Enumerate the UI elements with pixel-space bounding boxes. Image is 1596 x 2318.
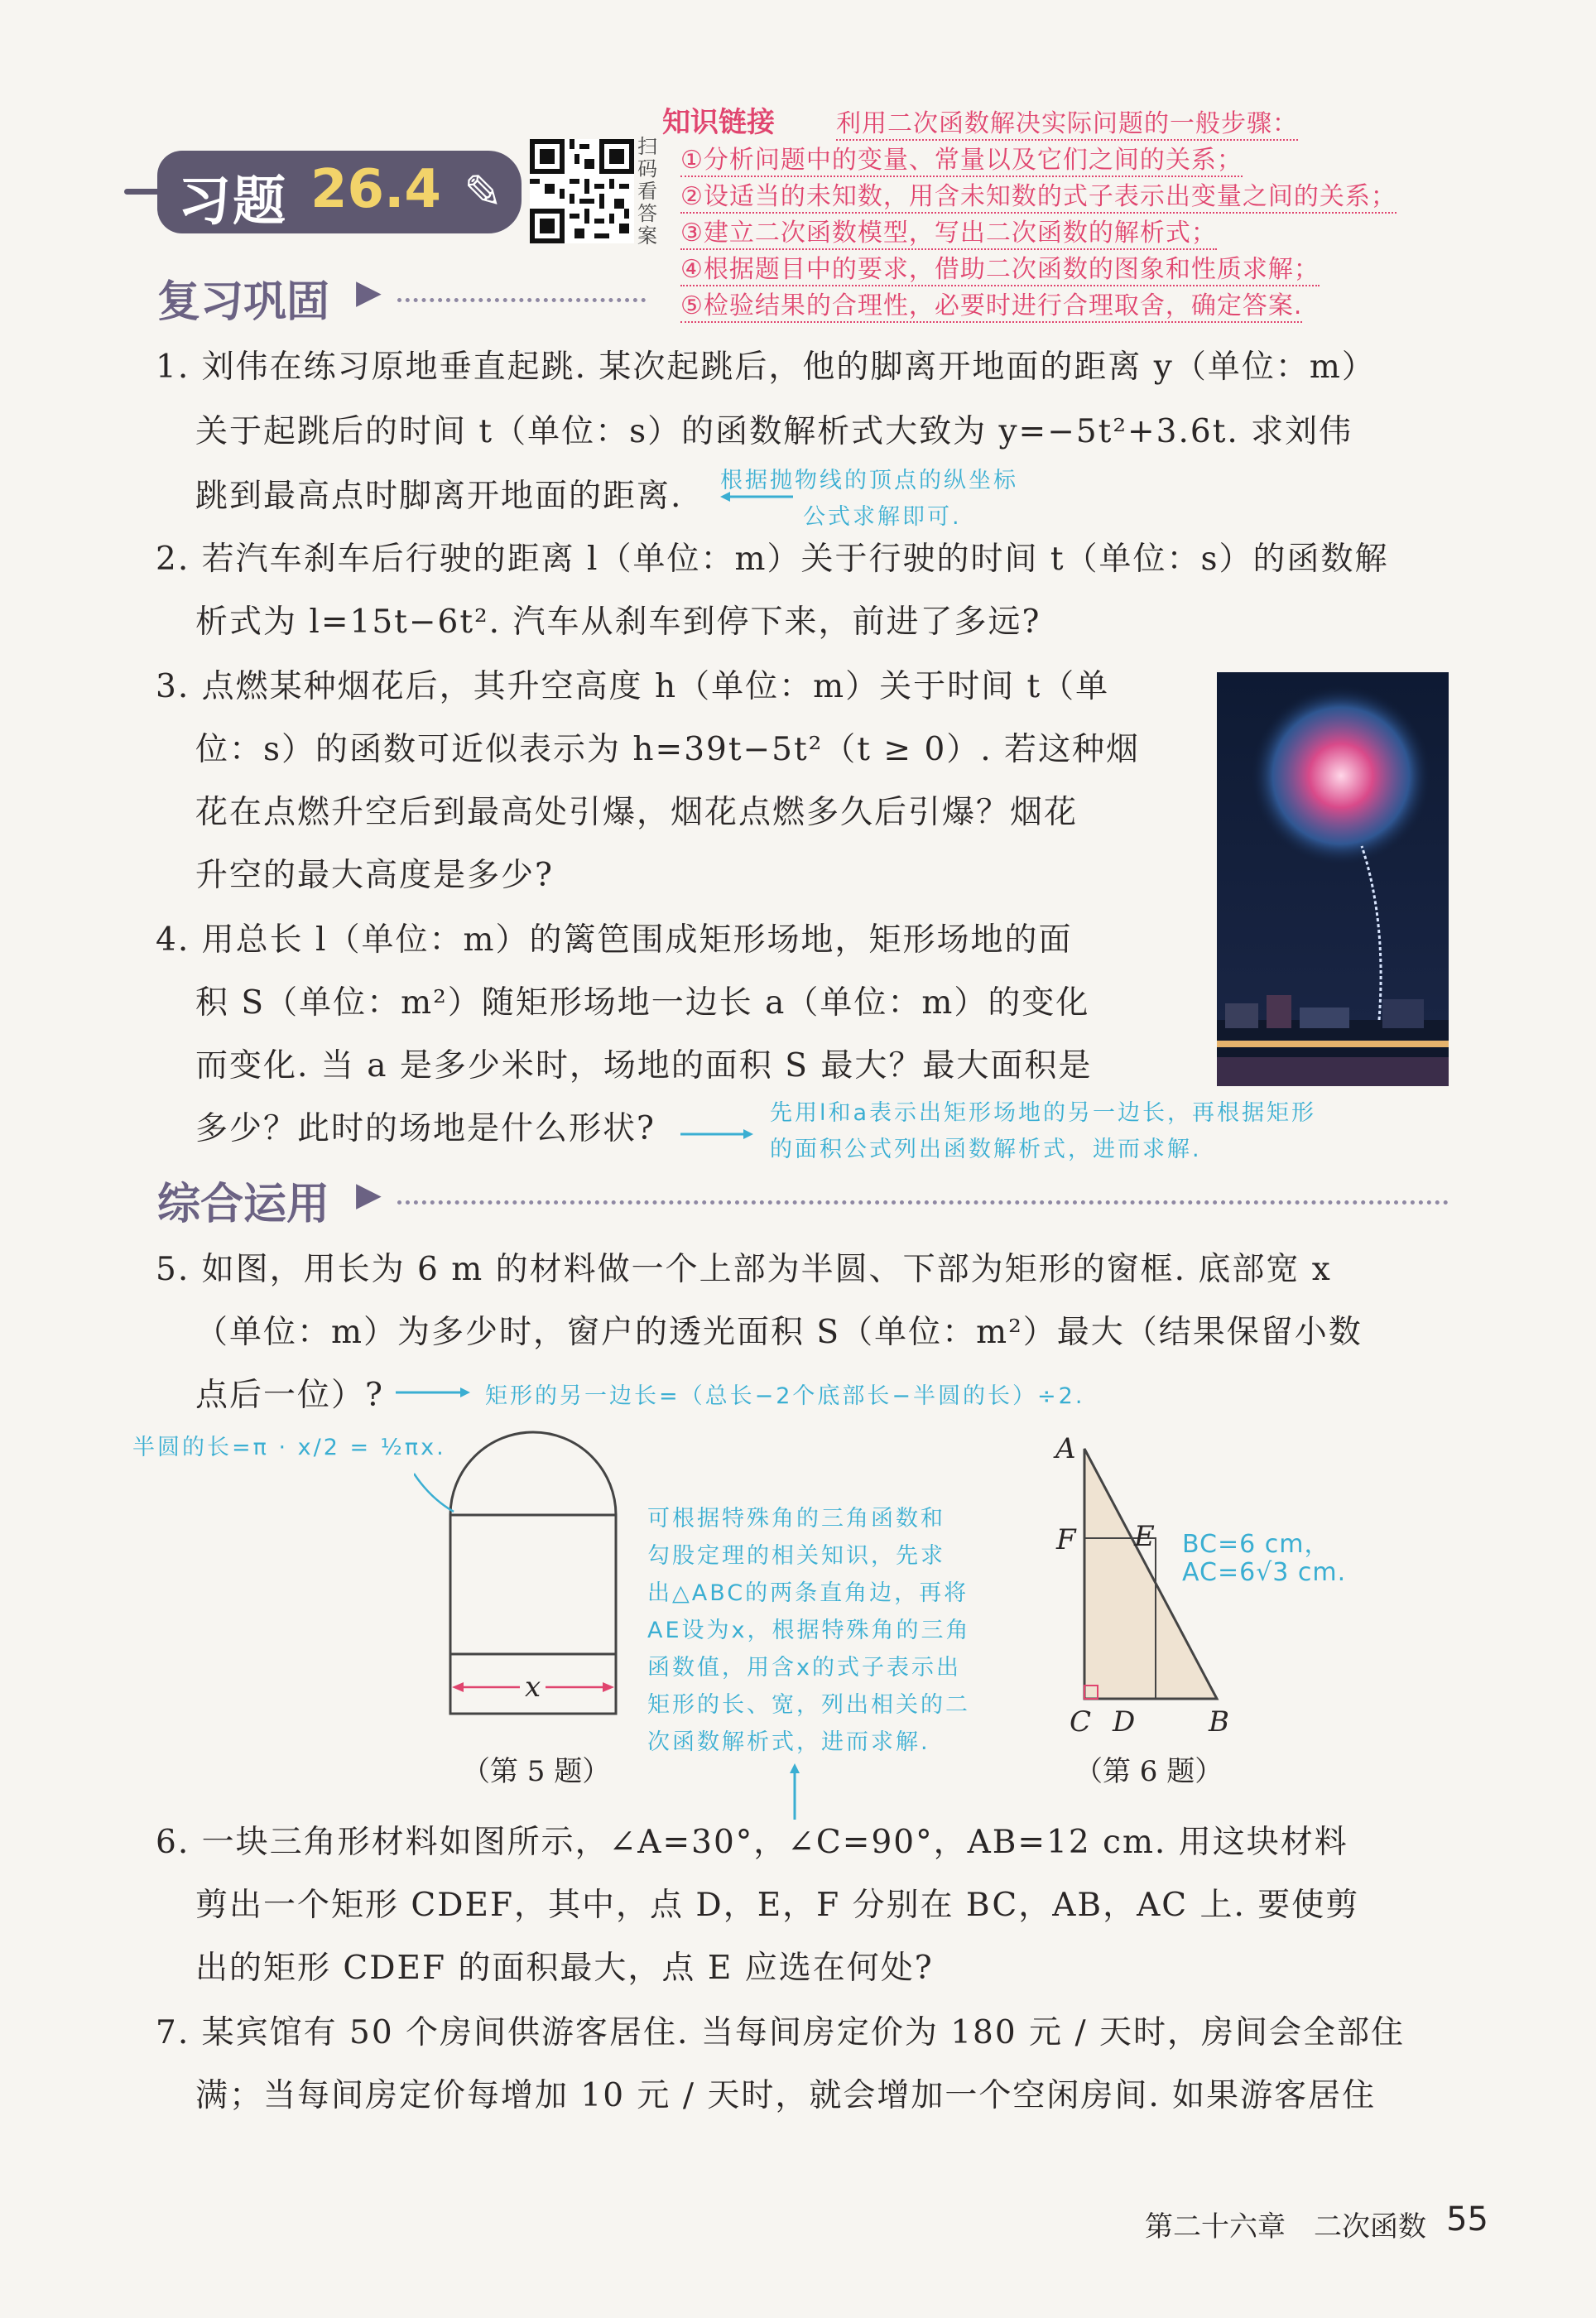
problem-5-hint: 矩形的另一边长=（总长−2个底部长−半圆的长）÷2. (485, 1383, 1085, 1409)
play-arrow-icon: ▶ (356, 1176, 382, 1214)
section-comprehensive-heading: 综合运用 (157, 1180, 330, 1229)
point-A-label: A (1055, 1432, 1076, 1465)
problem-1-hint: 公式求解即可. (803, 504, 962, 530)
problem-6-line: 6. 一块三角形材料如图所示，∠A=30°，∠C=90°，AB=12 cm. 用这块材料 (156, 1824, 1348, 1861)
semicircle-hint: 半圆的长=π · x/2 = ½πx. (132, 1435, 446, 1460)
hint-arrow-icon (786, 1763, 803, 1821)
problem-5-line: 5. 如图，用长为 6 m 的材料做一个上部为半圆、下部为矩形的窗框. 底部宽 x (156, 1251, 1332, 1288)
point-F-label: F (1056, 1523, 1076, 1556)
problem-6-hint: 函数值，用含x的式子表示出 (647, 1655, 961, 1681)
page-number: 55 (1446, 2200, 1488, 2239)
knowledge-link-line: 利用二次函数解决实际问题的一般步骤： (836, 103, 1298, 141)
problem-4-line: 4. 用总长 l（单位：m）的篱笆围成矩形场地，矩形场地的面 (156, 921, 1073, 959)
chapter-footer: 第二十六章 二次函数 (1145, 2210, 1426, 2243)
problem-7-line: 7. 某宾馆有 50 个房间供游客居住. 当每间房定价为 180 元 / 天时，房间会全部住 (156, 2014, 1405, 2051)
knowledge-link-line: ⑤检验结果的合理性，必要时进行合理取舍，确定答案. (680, 285, 1302, 323)
qr-code-icon[interactable] (530, 139, 634, 243)
problem-6-hint: 出△ABC的两条直角边，再将 (647, 1580, 969, 1606)
knowledge-link-line: ③建立二次函数模型，写出二次函数的解析式； (680, 212, 1217, 250)
problem-3-line: 位：s）的函数可近似表示为 h=39t−5t²（t ≥ 0）. 若这种烟 (195, 731, 1141, 768)
problem-2-line: 析式为 l=15t−6t². 汽车从刹车到停下来，前进了多远? (195, 604, 1041, 641)
problem-1-line: 跳到最高点时脚离开地面的距离. (195, 478, 683, 515)
knowledge-link-line: ①分析问题中的变量、常量以及它们之间的关系； (680, 139, 1243, 177)
exercise-number: 26.4 (310, 159, 441, 220)
knowledge-link-line: ④根据题目中的要求，借助二次函数的图象和性质求解； (680, 248, 1320, 286)
figure-5-caption: （第 5 题） (462, 1755, 611, 1788)
section-review-heading: 复习巩固 (157, 277, 330, 327)
problem-6-line: 剪出一个矩形 CDEF，其中，点 D，E，F 分别在 BC，AB，AC 上. 要使剪 (195, 1887, 1360, 1924)
section-divider (397, 1200, 1449, 1205)
knowledge-link-line: ②设适当的未知数，用含未知数的式子表示出变量之间的关系； (680, 176, 1396, 214)
problem-4-line: 积 S（单位：m²）随矩形场地一边长 a（单位：m）的变化 (195, 984, 1090, 1022)
problem-6-hint: 可根据特殊角的三角函数和 (647, 1506, 945, 1532)
exercise-title: 习题 (178, 171, 287, 233)
fireworks-photo (1217, 672, 1449, 1086)
hint-arrow-icon (396, 1384, 470, 1401)
problem-6-hint: AE设为x，根据特殊角的三角 (647, 1618, 971, 1643)
problem-4-hint: 的面积公式列出函数解析式，进而求解. (770, 1137, 1202, 1162)
point-B-label: B (1209, 1705, 1229, 1738)
problem-5-line: 点后一位）? (195, 1377, 384, 1414)
problem-6-given: BC=6 cm， (1182, 1530, 1330, 1559)
problem-3-line: 3. 点燃某种烟花后，其升空高度 h（单位：m）关于时间 t（单 (156, 668, 1110, 705)
problem-4-line: 多少？此时的场地是什么形状? (195, 1110, 656, 1147)
problem-6-hint: 勾股定理的相关知识，先求 (647, 1543, 945, 1569)
play-arrow-icon: ▶ (356, 273, 382, 311)
hint-arrow-icon (680, 1126, 753, 1142)
problem-4-line: 而变化. 当 a 是多少米时，场地的面积 S 最大？最大面积是 (195, 1047, 1093, 1084)
point-D-label: D (1113, 1705, 1136, 1738)
knowledge-link-tag: 知识链接 (662, 106, 775, 139)
point-C-label: C (1070, 1705, 1092, 1738)
figure-6-caption: （第 6 题） (1074, 1755, 1223, 1788)
problem-1-line: 关于起跳后的时间 t（单位：s）的函数解析式大致为 y=−5t²+3.6t. 求刘伟 (195, 413, 1353, 450)
problem-7-line: 满；当每间房定价每增加 10 元 / 天时，就会增加一个空闲房间. 如果游客居住 (195, 2077, 1377, 2114)
section-divider (397, 298, 646, 302)
pencil-icon: ✎ (464, 166, 502, 219)
qr-label: 扫码看答案 (637, 135, 657, 248)
problem-6-hint: 次函数解析式，进而求解. (647, 1729, 930, 1755)
problem-3-line: 升空的最大高度是多少? (195, 857, 554, 894)
figure-5-variable: x (520, 1671, 546, 1704)
problem-6-hint: 矩形的长、宽，列出相关的二 (647, 1692, 970, 1718)
problem-2-line: 2. 若汽车刹车后行驶的距离 l（单位：m）关于行驶的时间 t（单位：s）的函数解 (156, 541, 1389, 578)
hint-arrow-icon (720, 488, 795, 505)
problem-6-given: AC=6√3 cm. (1182, 1558, 1347, 1587)
problem-6-line: 出的矩形 CDEF 的面积最大，点 E 应选在何处? (195, 1950, 934, 1987)
problem-5-line: （单位：m）为多少时，窗户的透光面积 S（单位：m²）最大（结果保留小数 (195, 1314, 1363, 1351)
problem-1-line: 1. 刘伟在练习原地垂直起跳. 某次起跳后，他的脚离开地面的距离 y（单位：m） (156, 349, 1376, 386)
point-E-label: E (1134, 1520, 1155, 1553)
problem-4-hint: 先用l和a表示出矩形场地的另一边长，再根据矩形 (770, 1100, 1317, 1126)
problem-1-hint: 根据抛物线的顶点的纵坐标 (720, 468, 1018, 493)
problem-3-line: 花在点燃升空后到最高处引爆，烟花点燃多久后引爆？烟花 (195, 794, 1079, 831)
